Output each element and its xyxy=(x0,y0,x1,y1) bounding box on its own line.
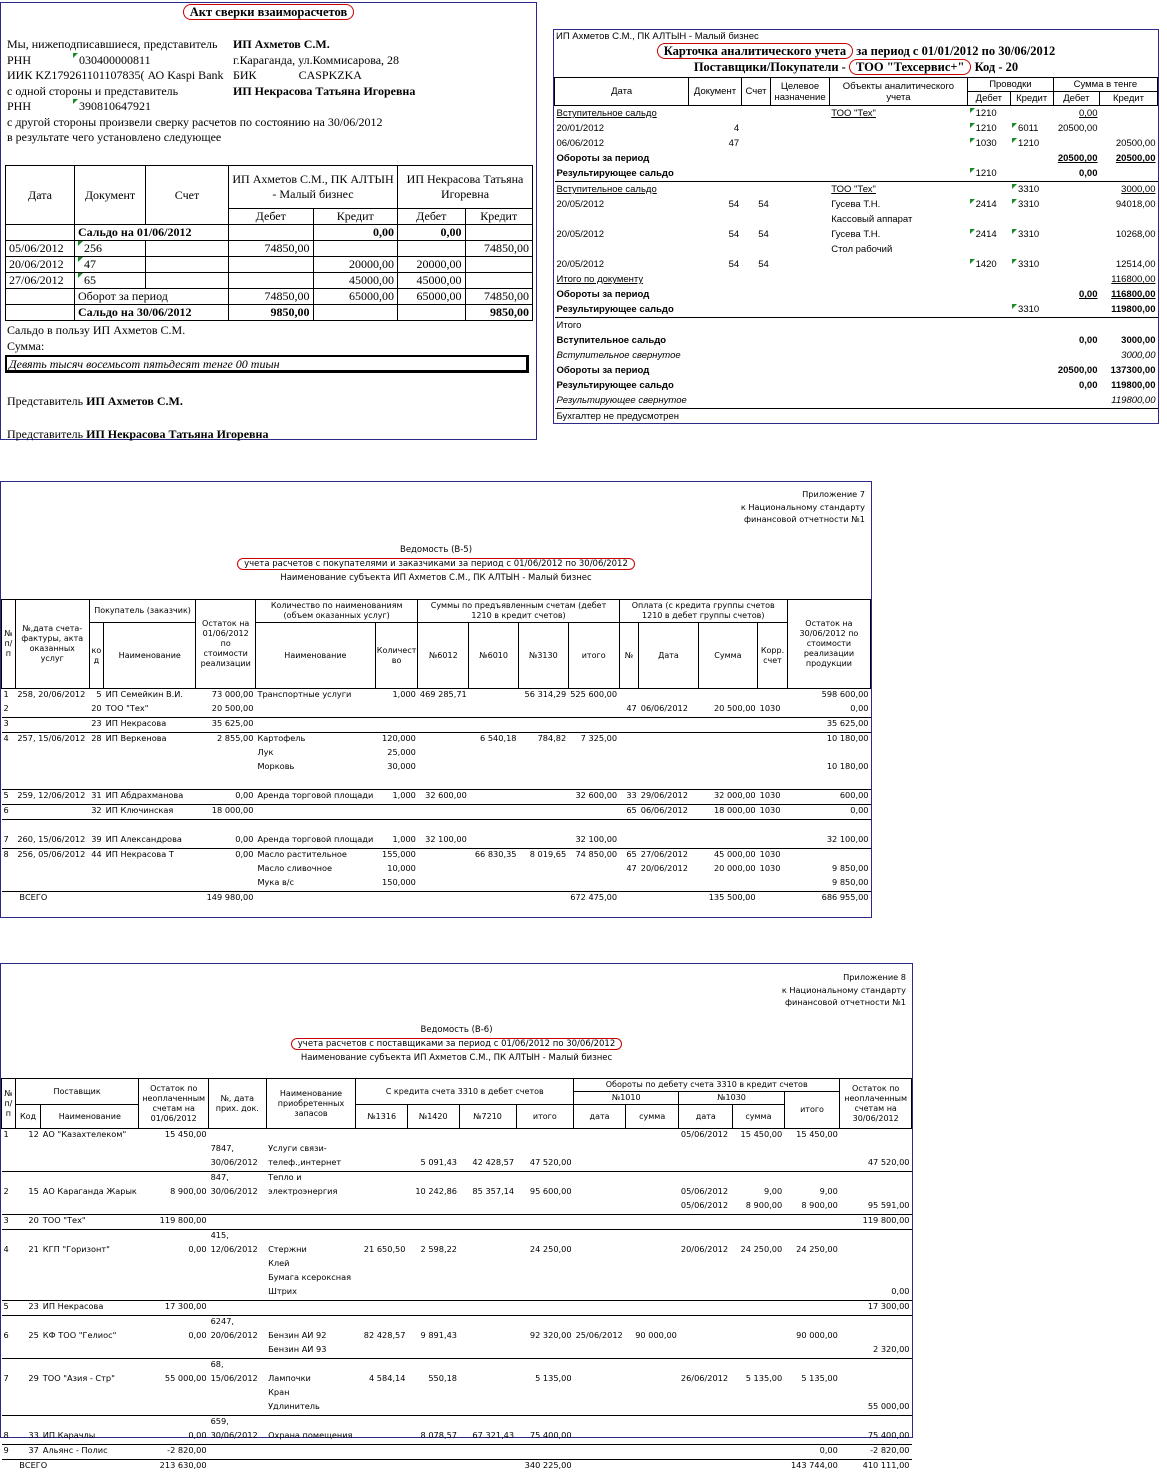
card-org: ИП Ахметов С.М., ПК АЛТЫН - Малый бизнес xyxy=(556,31,759,42)
card-row: Вступительное сальдо 0,00 3000,00 xyxy=(555,333,1158,348)
v6-row: Удлинитель 55 000,00 xyxy=(2,1401,912,1416)
v6-title: Ведомость (В-6) xyxy=(1,1024,912,1036)
appendix-8: Приложение 8 к Национальному стандарту финансовой отчетности №1 xyxy=(782,971,906,1009)
card-row: 20/05/2012 54 54 Гусева Т.Н. 2414 3310 10268,00 xyxy=(555,227,1158,242)
v5-table: № п/п №,дата счета-фактуры, акта оказанных услуг Покупатель (заказчик) Остаток на 01/06/2012 по стоимости реализации Количество по наименованиям (объем оказанных услуг) Суммы по предъявленным счетам (дебет 1210 в кредит счетов) Оплата (с кредита группы счетов 1210 в дебет группы счетов) Остаток на 30/06/2012 по стоимости реализации продукции ко д Наименование Наименование Количест во №6012 №6010 №3130 итого № Дата Сумма Корр. счет 1 258, 20/06/2012 5 ИП Семейкин В.И. 73 000,00 Транспортные услуги 1,000 469 285,71 56 314,29 525 600,00 598 600,00 2 20 ТОО "Тех" 20 500,00 47 06/06/2012 20 500,00 1030 0,00 3 23 ИП Некрасова 35 625,00 35 625,00 4 257, 15/06/2012 28 ИП Веркенова 2 855,00 Картофель 120,000 6 540,18 784,82 7 325,00 10 180,00 Лук 25,000 Морковь 30,000 10 180,00 5 259, 12/06/2012 31 ИП Абдрахманова 0,00 Аренда торговой площади 1,000 32 600,00 32 600,00 33 29/06/2012 32 000,00 1030 600,00 6 32 ИП Ключинская 18 000,00 65 06/06/2012 18 000,00 1030 0,00 7 260, 15/06/2012 39 ИП Александрова 0,00 Аренда торговой площади 1,000 32 100,00 32 100,00 32 100,00 8 256, 05/06/2012 44 ИП Некрасова Т 0,00 Масло растительное 155,000 66 830,35 8 019,65 74 850,00 65 27/06/2012 45 000,00 1030 Масло сливочное 10,000 47 20/06/2012 20 000,00 1030 9 850,00 Мука в/с 150,000 9 850,00 ВСЕГО 149 980,00 672 475,00 135 500,00 686 955,00 xyxy=(1,599,871,906)
v5-period: учета расчетов с покупателями и заказчиками за период с 01/06/2012 по 30/06/2012 xyxy=(237,558,635,570)
v5-row xyxy=(2,820,871,835)
card-row: Обороты за период 20500,00 20500,00 xyxy=(555,151,1158,166)
act-row: 20/06/2012 47 20000,00 20000,00 xyxy=(6,257,533,273)
party1-name: ИП Ахметов С.М. xyxy=(233,37,523,53)
v5-row: Лук 25,000 xyxy=(2,747,871,761)
v6-row: 7847, Услуги связи- xyxy=(2,1143,912,1157)
card-row: Обороты за период 0,00 116800,00 xyxy=(555,287,1158,302)
v5-row: Морковь 30,000 10 180,00 xyxy=(2,761,871,775)
v6-row: Кран xyxy=(2,1387,912,1401)
card-row: 20/01/2012 4 1210 6011 20500,00 xyxy=(555,121,1158,136)
appendix-7: Приложение 7 к Национальному стандарту финансовой отчетности №1 xyxy=(741,488,865,526)
v6-row: 5 23 ИП Некрасова 17 300,00 17 300,00 xyxy=(2,1301,912,1316)
card-row: 20/05/2012 54 54 Гусева Т.Н. 2414 3310 94018,00 xyxy=(555,197,1158,212)
card-row: Итого xyxy=(555,318,1158,334)
reconciliation-table: Дата Документ Счет ИП Ахметов С.М., ПК АЛТЫН - Малый бизнес ИП Некрасова Татьяна Игоревна Дебет Кредит Дебет Кредит Сальдо на 01/06/2012 0,00 0,00 05/06/2012 256 74850,00 74850,00 20/06/2012 47 20000,00 20000,00 27/06/2012 65 45000,00 45000,00 Оборот за период 74850,00 65000,00 65000,00 74850,00 Сальдо на 30/06/2012 9850,00 9850,00 xyxy=(5,165,533,321)
v5-row: 2 20 ТОО "Тех" 20 500,00 47 06/06/2012 20 500,00 1030 0,00 xyxy=(2,703,871,718)
sum-in-words: Девять тысяч восемьсот пятьдесят тенге 00 тиын xyxy=(5,355,529,373)
rep1-signature: ИП Ахметов С.М. xyxy=(86,394,183,408)
card-row: Бухгалтер не предусмотрен xyxy=(555,409,1158,425)
v5-row: Масло сливочное 10,000 47 20/06/2012 20 000,00 1030 9 850,00 xyxy=(2,863,871,877)
v6-row: 1 12 АО "Казахтелеком" 15 450,00 05/06/2012 15 450,00 15 450,00 xyxy=(2,1129,912,1144)
card-subtitle: Поставщики/Покупатели - ТОО "Техсервис+" Код - 20 xyxy=(554,60,1158,75)
v6-period: учета расчетов с поставщиками за период с 01/06/2012 по 30/06/2012 xyxy=(291,1038,622,1050)
v6-row: Клей xyxy=(2,1258,912,1272)
card-row: Кассовый аппарат xyxy=(555,212,1158,227)
v6-row: Бумага ксероксная xyxy=(2,1272,912,1286)
card-row: Результирующее свернутое 119800,00 xyxy=(555,393,1158,409)
v6-row: 847, Тепло и xyxy=(2,1172,912,1187)
v5-row: 4 257, 15/06/2012 28 ИП Веркенова 2 855,00 Картофель 120,000 6 540,18 784,82 7 325,00 10 180,00 xyxy=(2,733,871,748)
card-row: Вступительное свернутое 3000,00 xyxy=(555,348,1158,363)
v6-row: Штрих 0,00 xyxy=(2,1286,912,1301)
card-title: Карточка аналитического учета за период с 01/01/2012 по 30/06/2012 xyxy=(554,44,1158,59)
card-row: Вступительное сальдо ТОО "Тех" 3310 3000,00 xyxy=(555,182,1158,198)
card-row: Стол рабочий xyxy=(555,242,1158,257)
v6-row: 8 33 ИП Карачлы 0,00 30/06/2012 Охрана помещения 8 078,57 67 321,43 75 400,00 75 400,00 xyxy=(2,1430,912,1445)
v5-row: Мука в/с 150,000 9 850,00 xyxy=(2,877,871,892)
v6-row: 30/06/2012 телеф.,интернет 5 091,43 42 428,57 47 520,00 47 520,00 xyxy=(2,1157,912,1172)
balance-in-favor: Сальдо в пользу ИП Ахметов С.М. xyxy=(7,323,533,338)
act-row: 05/06/2012 256 74850,00 74850,00 xyxy=(6,241,533,257)
v6-total-row: ВСЕГО 213 630,00 340 225,00 143 744,00 410 111,00 xyxy=(2,1460,912,1474)
v5-title: Ведомость (В-5) xyxy=(1,544,871,556)
act-row: 27/06/2012 65 45000,00 45000,00 xyxy=(6,273,533,289)
v6-row: 68, xyxy=(2,1359,912,1374)
reconciliation-act-panel: Акт сверки взаиморасчетов Мы, нижеподписавшиеся, представитель ИП Ахметов С.М. РНН 030400000811 г.Караганда, ул.Коммисарова, 28 ИИК KZ179261101107835( АО Kaspi Bank БИК CASPKZKA с одной стороны и представитель ИП Некрасова Татьяна Игоревна РНН 390810647921 с другой стороны произвели сверку расчетов по состоянию на 30/06/2012 в результате чего установлено следующее Дата Документ Счет ИП Ахметов С.М., ПК АЛТЫН - Малый бизнес ИП Некрасова Татьяна Игоревна Дебет Кредит Дебет Кредит Сальдо на 01/06/2012 0,00 0,00 05/06/2012 256 74850,00 74850,00 20/06/2012 47 20000,00 20000,00 27/06/2012 65 45000,00 45000,00 Оборот за период 74850,00 65000,00 65000,00 74850,00 Сальдо на 30/06/2012 9850,00 9850,00 Сальдо в пользу ИП Ахметов С.М. Сумма: Девять тысяч восемьсот пятьдесят тенге 00 тиын Представитель ИП Ахметов С.М. Представитель ИП Некрасова Татьяна Игоревна xyxy=(0,2,537,440)
statement-v5-panel: Приложение 7 к Национальному стандарту финансовой отчетности №1 Ведомость (В-5) учета расчетов с покупателями и заказчиками за период с 01/06/2012 по 30/06/2012 Наименование субъекта ИП Ахметов С.М., ПК АЛТЫН - Малый бизнес № п/п №,дата счета-фактуры, акта оказанных услуг Покупатель (заказчик) Остаток на 01/06/2012 по стоимости реализации Количество по наименованиям (объем оказанных услуг) Суммы по предъявленным счетам (дебет 1210 в кредит счетов) Оплата (с кредита группы счетов 1210 в дебет группы счетов) Остаток на 30/06/2012 по стоимости реализации продукции ко д Наименование Наименование Количест во №6012 №6010 №3130 итого № Дата Сумма Корр. счет 1 258, 20/06/2012 5 ИП Семейкин В.И. 73 000,00 Транспортные услуги 1,000 469 285,71 56 314,29 525 600,00 598 600,00 2 20 ТОО "Тех" 20 500,00 47 06/06/2012 20 500,00 1030 0,00 3 23 ИП Некрасова 35 625,00 35 625,00 4 257, 15/06/2012 28 ИП Веркенова 2 855,00 Картофель 120,000 6 540,18 784,82 7 325,00 10 180,00 Лук 25,000 Морковь 30,000 10 180,00 5 259, 12/06/2012 31 ИП Абдрахманова 0,00 Аренда торговой площади 1,000 32 600,00 32 600,00 33 29/06/2012 32 000,00 1030 600,00 6 32 ИП Ключинская 18 000,00 65 06/06/2012 18 000,00 1030 0,00 7 260, 15/06/2012 39 ИП Александрова 0,00 Аренда торговой площади 1,000 32 100,00 32 100,00 32 100,00 8 256, 05/06/2012 44 ИП Некрасова Т 0,00 Масло растительное 155,000 66 830,35 8 019,65 74 850,00 65 27/06/2012 45 000,00 1030 Масло сливочное 10,000 47 20/06/2012 20 000,00 1030 9 850,00 Мука в/с 150,000 9 850,00 ВСЕГО 149 980,00 672 475,00 135 500,00 686 955,00 xyxy=(0,481,872,918)
v5-row: 6 32 ИП Ключинская 18 000,00 65 06/06/2012 18 000,00 1030 0,00 xyxy=(2,805,871,820)
v5-row: 3 23 ИП Некрасова 35 625,00 35 625,00 xyxy=(2,718,871,733)
analytics-card-panel xyxy=(553,29,1159,424)
act-header-info: Мы, нижеподписавшиеся, представитель ИП Ахметов С.М. РНН 030400000811 г.Караганда, ул.Коммисарова, 28 ИИК KZ179261101107835( АО Kaspi Bank БИК CASPKZKA с одной стороны и представитель ИП Некрасова Татьяна Игоревна РНН 390810647921 с другой стороны произвели сверку расчетов по состоянию на 30/06/2012 в результате чего установлено следующее xyxy=(7,37,527,146)
v6-row: 6247, xyxy=(2,1316,912,1331)
v6-row: 6 25 КФ ТОО "Гелиос" 0,00 20/06/2012 Бензин АИ 92 82 428,57 9 891,43 92 320,00 25/06/2012 90 000,00 90 000,00 xyxy=(2,1330,912,1344)
v6-table: № п/ п Поставщик Остаток по неоплаченным счетам на 01/06/2012 №, дата прих. док. Наименование приобретенных запасов С кредита счета 3310 в дебет счетов Обороты по дебету счета 3310 в кредит счетов Остаток по неоплаченным счетам на 30/06/2012 №1010 №1030 итого Код Наименование №1316 №1420 №7210 итого дата сумма дата сумма 1 12 АО "Казахтелеком" 15 450,00 05/06/2012 15 450,00 15 450,00 7847, Услуги связи- 30/06/2012 телеф.,интернет 5 091,43 42 428,57 47 520,00 47 520,00 847, Тепло и 2 15 АО Караганда Жарык 8 900,00 30/06/2012 электроэнергия 10 242,86 85 357,14 95 600,00 05/06/2012 9,00 9,00 05/06/2012 8 900,00 8 900,00 95 591,00 3 20 ТОО "Тех" 119 800,00 119 800,00 415, 4 21 КГП "Горизонт" 0,00 12/06/2012 Стержни 21 650,50 2 598,22 24 250,00 20/06/2012 24 250,00 24 250,00 Клей Бумага ксероксная Штрих 0,00 5 23 ИП Некрасова 17 300,00 17 300,00 6247, 6 25 КФ ТОО "Гелиос" 0,00 20/06/2012 Бензин АИ 92 82 428,57 9 891,43 92 320,00 25/06/2012 90 000,00 90 000,00 Бензин АИ 93 2 320,00 68, 7 29 ТОО "Азия - Стр" 55 000,00 15/06/2012 Лампочки 4 584,14 550,18 5 135,00 26/06/2012 5 135,00 5 135,00 Кран Удлинитель 55 000,00 659, 8 33 ИП Карачлы 0,00 30/06/2012 Охрана помещения 8 078,57 67 321,43 75 400,00 75 400,00 9 37 Альянс - Полис -2 820,00 0,00 -2 820,00 ВСЕГО 213 630,00 340 225,00 143 744,00 410 111,00 xyxy=(1,1078,912,1474)
v6-row: 9 37 Альянс - Полис -2 820,00 0,00 -2 820,00 xyxy=(2,1445,912,1460)
card-row: Обороты за период 20500,00 137300,00 xyxy=(555,363,1158,378)
card-row: Результирующее сальдо 1210 0,00 xyxy=(555,166,1158,182)
v5-row: 7 260, 15/06/2012 39 ИП Александрова 0,00 Аренда торговой площади 1,000 32 100,00 32 100,00 32 100,00 xyxy=(2,834,871,849)
act-intro: Мы, нижеподписавшиеся, представитель xyxy=(7,37,233,53)
v6-row: 4 21 КГП "Горизонт" 0,00 12/06/2012 Стержни 21 650,50 2 598,22 24 250,00 20/06/2012 24 250,00 24 250,00 xyxy=(2,1244,912,1258)
v6-row: Бензин АИ 93 2 320,00 xyxy=(2,1344,912,1359)
v6-row: 2 15 АО Караганда Жарык 8 900,00 30/06/2012 электроэнергия 10 242,86 85 357,14 95 600,00 05/06/2012 9,00 9,00 xyxy=(2,1186,912,1200)
v6-row: 3 20 ТОО "Тех" 119 800,00 119 800,00 xyxy=(2,1215,912,1230)
card-table: Дата Документ Счет Целевое назначение Объекты аналитического учета Проводки Сумма в тенге Дебет Кредит Дебет Кредит Вступительное сальдо ТОО "Тех" 1210 0,00 20/01/2012 4 1210 6011 20500,00 06/06/2012 47 1030 1210 20500,00 Обороты за период 20500,00 20500,00 Результирующее сальдо 1210 0,00 Вступительное сальдо ТОО "Тех" 3310 3000,00 20/05/2012 54 54 Гусева Т.Н. 2414 3310 94018,00 Кассовый аппарат 20/05/2012 54 54 Гусева Т.Н. 2414 3310 10268,00 Стол рабочий 20/05/2012 54 54 1420 3310 12514,00 Итого по документу 116800,00 Обороты за период 0,00 116800,00 Результирующее сальдо 3310 119800,00 Итого Вступительное сальдо 0,00 3000,00 Вступительное свернутое 3000,00 Обороты за период 20500,00 137300,00 Результирующее сальдо 0,00 119800,00 Результирующее свернутое 119800,00 Бухгалтер не предусмотрен xyxy=(554,77,1158,424)
v6-row: 7 29 ТОО "Азия - Стр" 55 000,00 15/06/2012 Лампочки 4 584,14 550,18 5 135,00 26/06/2012 5 135,00 5 135,00 xyxy=(2,1373,912,1387)
v5-row: 5 259, 12/06/2012 31 ИП Абдрахманова 0,00 Аренда торговой площади 1,000 32 600,00 32 600,00 33 29/06/2012 32 000,00 1030 600,00 xyxy=(2,790,871,805)
card-row: 06/06/2012 47 1030 1210 20500,00 xyxy=(555,136,1158,151)
v5-row: 1 258, 20/06/2012 5 ИП Семейкин В.И. 73 000,00 Транспортные услуги 1,000 469 285,71 56 314,29 525 600,00 598 600,00 xyxy=(2,689,871,704)
v6-row: 415, xyxy=(2,1230,912,1245)
v6-row: 659, xyxy=(2,1416,912,1431)
act-title: Акт сверки взаиморасчетов xyxy=(1,5,536,20)
card-row: Вступительное сальдо ТОО "Тех" 1210 0,00 xyxy=(555,106,1158,122)
rep2-signature: ИП Некрасова Татьяна Игоревна xyxy=(86,427,268,441)
v5-row: 8 256, 05/06/2012 44 ИП Некрасова Т 0,00 Масло растительное 155,000 66 830,35 8 019,65 74 850,00 65 27/06/2012 45 000,00 1030 xyxy=(2,849,871,864)
v6-row: 05/06/2012 8 900,00 8 900,00 95 591,00 xyxy=(2,1200,912,1215)
statement-v6-panel: Приложение 8 к Национальному стандарту финансовой отчетности №1 Ведомость (В-6) учета расчетов с поставщиками за период с 01/06/2012 по 30/06/2012 Наименование субъекта ИП Ахметов С.М., ПК АЛТЫН - Малый бизнес № п/ п Поставщик Остаток по неоплаченным счетам на 01/06/2012 №, дата прих. док. Наименование приобретенных запасов С кредита счета 3310 в дебет счетов Обороты по дебету счета 3310 в кредит счетов Остаток по неоплаченным счетам на 30/06/2012 №1010 №1030 итого Код Наименование №1316 №1420 №7210 итого дата сумма дата сумма 1 12 АО "Казахтелеком" 15 450,00 05/06/2012 15 450,00 15 450,00 7847, Услуги связи- 30/06/2012 телеф.,интернет 5 091,43 42 428,57 47 520,00 47 520,00 847, Тепло и 2 15 АО Караганда Жарык 8 900,00 30/06/2012 электроэнергия 10 242,86 85 357,14 95 600,00 05/06/2012 9,00 9,00 05/06/2012 8 900,00 8 900,00 95 591,00 3 20 ТОО "Тех" 119 800,00 119 800,00 415, 4 21 КГП "Горизонт" 0,00 12/06/2012 Стержни 21 650,50 2 598,22 24 250,00 20/06/2012 24 250,00 24 250,00 Клей Бумага ксероксная Штрих 0,00 5 23 ИП Некрасова 17 300,00 17 300,00 6247, 6 25 КФ ТОО "Гелиос" 0,00 20/06/2012 Бензин АИ 92 82 428,57 9 891,43 92 320,00 25/06/2012 90 000,00 90 000,00 Бензин АИ 93 2 320,00 68, 7 29 ТОО "Азия - Стр" 55 000,00 15/06/2012 Лампочки 4 584,14 550,18 5 135,00 26/06/2012 5 135,00 5 135,00 Кран Удлинитель 55 000,00 659, 8 33 ИП Карачлы 0,00 30/06/2012 Охрана помещения 8 078,57 67 321,43 75 400,00 75 400,00 9 37 Альянс - Полис -2 820,00 0,00 -2 820,00 ВСЕГО 213 630,00 340 225,00 143 744,00 410 111,00 xyxy=(0,963,913,1438)
v5-row xyxy=(2,775,871,790)
card-row: Результирующее сальдо 3310 119800,00 xyxy=(555,302,1158,318)
card-row: Результирующее сальдо 0,00 119800,00 xyxy=(555,378,1158,393)
v5-total-row: ВСЕГО 149 980,00 672 475,00 135 500,00 686 955,00 xyxy=(2,892,871,907)
card-row: Итого по документу 116800,00 xyxy=(555,272,1158,287)
card-row: 20/05/2012 54 54 1420 3310 12514,00 xyxy=(555,257,1158,272)
